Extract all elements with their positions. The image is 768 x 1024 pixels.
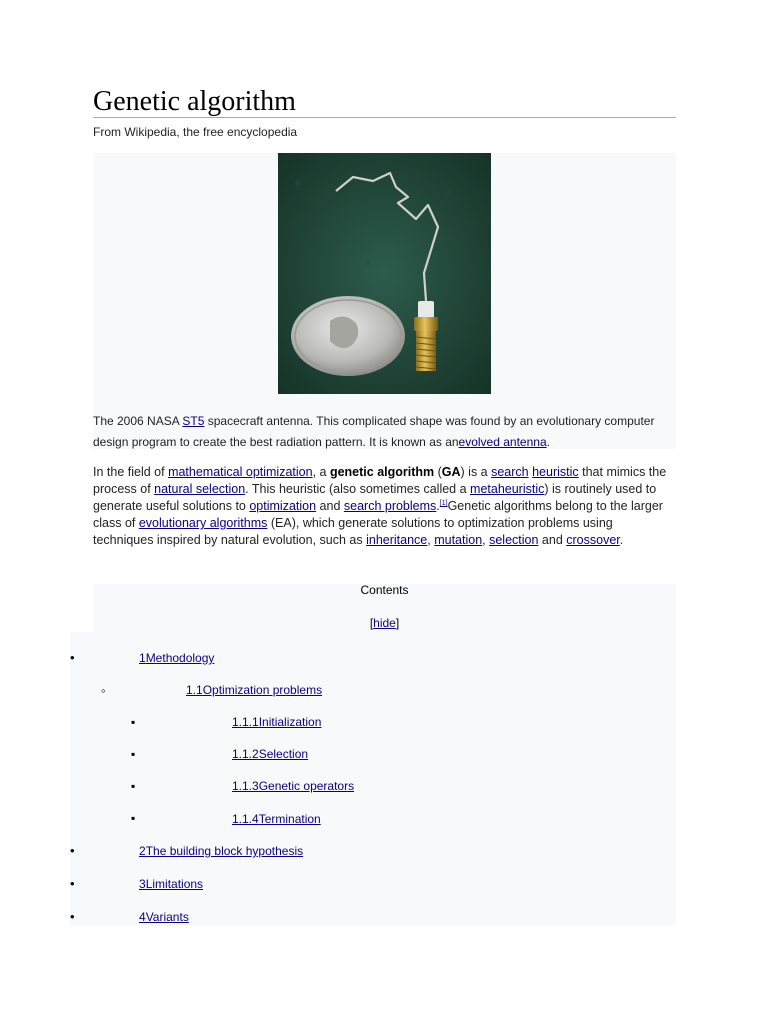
reference-1[interactable]: [1]	[439, 499, 448, 507]
link-st5[interactable]: ST5	[182, 414, 205, 428]
link-evolutionary-algorithms[interactable]: evolutionary algorithms	[138, 516, 268, 530]
toc-bullet-icon	[131, 747, 135, 761]
toc-bullet-icon	[101, 683, 106, 698]
term-genetic-algorithm: genetic algorithm	[329, 465, 435, 479]
link-search-problems[interactable]: search problems	[343, 499, 437, 513]
toc-item-selection[interactable]: 1.1.2Selection	[232, 747, 309, 761]
link-search[interactable]: search	[491, 465, 529, 479]
link-natural-selection[interactable]: natural selection	[154, 482, 246, 496]
image-thumbnail	[93, 153, 676, 449]
toc-bullet-icon	[70, 909, 75, 924]
toc-hide-link[interactable]: hide	[373, 616, 396, 630]
link-heuristic[interactable]: heuristic	[532, 465, 579, 479]
image-caption: The 2006 NASA ST5 spacecraft antenna. This complicated shape was found by an evolutionary computer design program to create the best radiation pattern. It is known as anevolved antenna.	[93, 414, 655, 449]
toc-hide-toggle: [hide]	[369, 616, 400, 630]
toc-item-genetic-operators[interactable]: 1.1.3Genetic operators	[232, 779, 355, 793]
link-crossover[interactable]: crossover	[566, 533, 620, 547]
link-inheritance[interactable]: inheritance	[366, 533, 428, 547]
toc-item-termination[interactable]: 1.1.4Termination	[232, 812, 321, 826]
link-mathematical-optimization[interactable]: mathematical optimization	[168, 465, 313, 479]
term-ga: GA	[441, 465, 461, 479]
page-title: Genetic algorithm	[93, 84, 676, 118]
toc-bullet-icon	[131, 715, 135, 729]
toc-bullet-icon	[70, 843, 75, 858]
toc-bullet-icon	[70, 650, 75, 665]
toc-item-variants[interactable]: 4Variants	[139, 910, 189, 924]
link-evolved-antenna[interactable]: evolved antenna	[458, 435, 547, 449]
toc-item-limitations[interactable]: 3Limitations	[139, 877, 204, 891]
toc-item-optimization-problems[interactable]: 1.1Optimization problems	[186, 683, 323, 697]
toc-title: Contents	[360, 583, 409, 597]
link-mutation[interactable]: mutation	[434, 533, 483, 547]
toc-bullet-icon	[131, 811, 135, 825]
link-optimization[interactable]: optimization	[249, 499, 317, 513]
site-tagline: From Wikipedia, the free encyclopedia	[93, 125, 298, 139]
lead-paragraph: In the field of mathematical optimization, a genetic algorithm (GA) is a search heuristic that mimics the process of natural selection. This heuristic (also sometimes called a metaheuristic) is routinely used to generate useful solutions to optimization and search problems.[1]Genetic algorithms belong to the larger class of evolutionary algorithms (EA), which generate solutions to optimization problems using techniques inspired by natural evolution, such as inheritance, mutation, selection and crossover.	[93, 465, 667, 547]
link-metaheuristic[interactable]: metaheuristic	[470, 482, 545, 496]
link-selection[interactable]: selection	[489, 533, 539, 547]
toc-item-building-block-hypothesis[interactable]: 2The building block hypothesis	[139, 844, 304, 858]
toc-item-initialization[interactable]: 1.1.1Initialization	[232, 715, 322, 729]
toc-bullet-icon	[131, 779, 135, 793]
antenna-photo[interactable]	[278, 153, 491, 394]
toc-bullet-icon	[70, 876, 75, 891]
toc-item-methodology[interactable]: 1Methodology	[139, 651, 215, 665]
